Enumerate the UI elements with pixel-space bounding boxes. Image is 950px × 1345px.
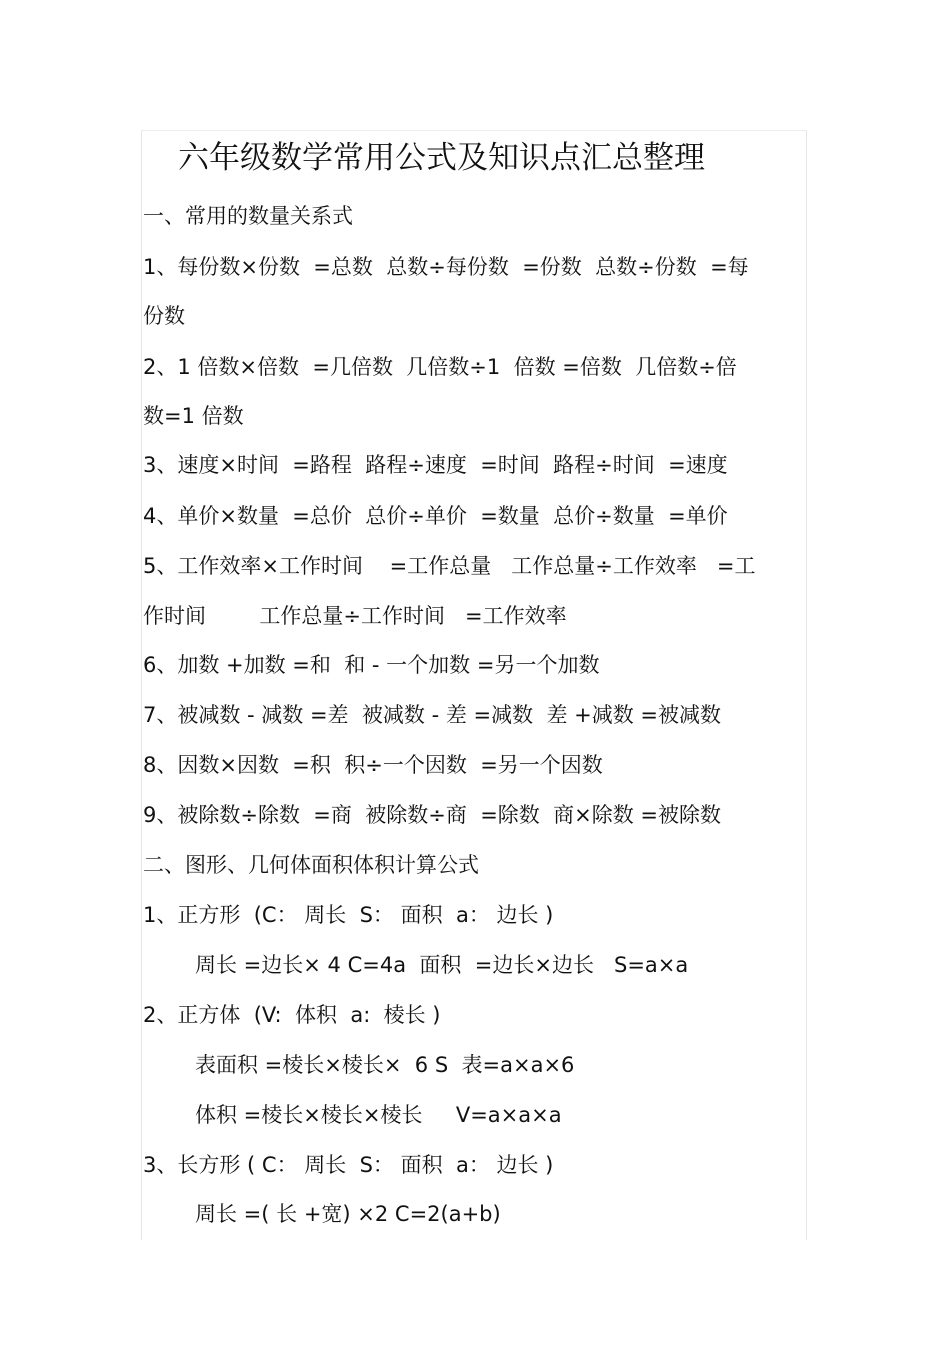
text-line: 8、因数×因数 =积 积÷一个因数 =另一个因数 [143,753,603,777]
text-line: 3、速度×时间 =路程 路程÷速度 =时间 路程÷时间 =速度 [143,453,728,477]
text-line: 2、正方体 (V: 体积 a: 棱长 ) [143,1003,441,1027]
section-heading-geometry-formulas: 二、图形、几何体面积体积计算公式 [143,853,479,877]
text-line: 作时间 工作总量÷工作时间 =工作效率 [143,604,567,628]
text-line: 数=1 倍数 [143,404,244,428]
formula-line: 周长 =边长× 4 C=4a 面积 =边长×边长 S=a×a [195,953,689,977]
text-line: 1、每份数×份数 =总数 总数÷每份数 =份数 总数÷份数 =每 [143,255,749,279]
text-line: 5、工作效率×工作时间 =工作总量 工作总量÷工作效率 =工 [143,554,756,578]
formula-line: 周长 =( 长 +宽) ×2 C=2(a+b) [195,1202,501,1226]
text-line: 1、正方形 (C： 周长 S： 面积 a： 边长 ) [143,903,554,927]
text-line: 4、单价×数量 =总价 总价÷单价 =数量 总价÷数量 =单价 [143,504,728,528]
formula-line: 表面积 =棱长×棱长× 6 S 表=a×a×6 [195,1053,575,1077]
formula-line: 体积 =棱长×棱长×棱长 V=a×a×a [195,1103,562,1127]
section-heading-quantity-relations: 一、常用的数量关系式 [143,204,353,228]
text-line: 9、被除数÷除数 =商 被除数÷商 =除数 商×除数 =被除数 [143,803,722,827]
text-line: 3、长方形 ( C： 周长 S： 面积 a： 边长 ) [143,1153,554,1177]
text-line: 6、加数 +加数 =和 和 - 一个加数 =另一个加数 [143,653,600,677]
text-line: 2、1 倍数×倍数 =几倍数 几倍数÷1 倍数 =倍数 几倍数÷倍 [143,355,737,379]
text-line: 份数 [143,304,185,328]
text-line: 7、被减数 - 减数 =差 被减数 - 差 =减数 差 +减数 =被减数 [143,703,722,727]
document-title: 六年级数学常用公式及知识点汇总整理 [178,140,705,176]
